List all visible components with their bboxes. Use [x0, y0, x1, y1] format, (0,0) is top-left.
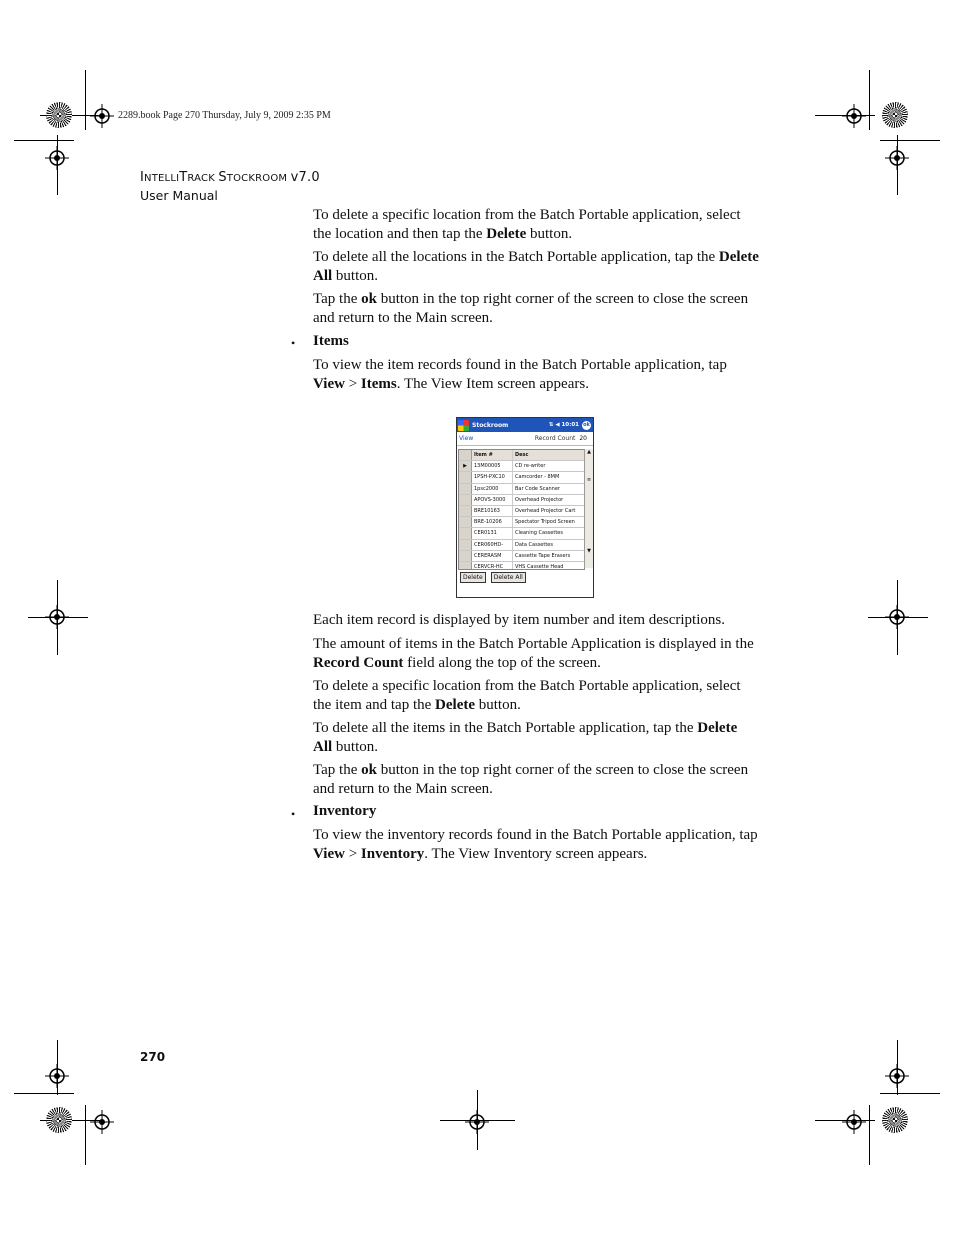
title-part: TOCKROOM: [226, 173, 291, 184]
crop-line: [85, 70, 86, 130]
registration-starburst-icon: [882, 102, 908, 128]
page-number: 270: [140, 1050, 166, 1064]
crop-line: [14, 140, 74, 141]
running-header-title: [140, 170, 320, 185]
registration-crosshair-icon: [842, 1110, 866, 1134]
row-selector: [459, 528, 472, 538]
paragraph-view-items: [313, 356, 759, 394]
bold-text: Items: [360, 376, 397, 392]
items-heading: Items: [313, 333, 349, 349]
row-selector: [459, 472, 472, 482]
registration-crosshair-icon: [45, 1064, 69, 1088]
bold-text: ok: [361, 291, 377, 307]
text: button.: [332, 268, 379, 284]
row-selector: [459, 506, 472, 516]
registration-crosshair-icon: [885, 605, 909, 629]
bold-text: Delete All: [313, 249, 759, 284]
crop-line: [869, 70, 870, 130]
pda-delete-all-button[interactable]: Delete All: [491, 572, 526, 583]
grid-row[interactable]: [459, 506, 584, 517]
paragraph-delete-all-items: [313, 719, 759, 757]
row-selector: [459, 540, 472, 550]
registration-crosshair-icon: [45, 605, 69, 629]
grid-cell-desc: VHS Cassette Head: [515, 563, 564, 570]
bold-text: Delete: [486, 226, 527, 242]
pda-record-count-value: 20: [579, 435, 587, 442]
row-selector: [459, 562, 472, 570]
text: button in the top right corner of the screen to close the screen and return to the Main screen.: [313, 291, 749, 326]
text: The amount of items in the Batch Portable Application is displayed in the: [313, 636, 754, 652]
paragraph-tap-ok-items: [313, 761, 759, 799]
grid-cell-desc: Spectator Tripod Screen: [515, 519, 575, 526]
bold-text: Inventory: [360, 846, 425, 862]
grid-cell-desc: Overhead Projector Cart: [515, 507, 576, 514]
grid-cell-item: CERVCR-HC: [472, 562, 513, 570]
grid-cell-desc: Camcorder - 8MM: [515, 474, 560, 481]
grid-cell-item: 1psc2000: [472, 484, 513, 494]
crop-line: [880, 140, 940, 141]
crop-line: [85, 1105, 86, 1165]
text: field along the top of the screen.: [403, 655, 601, 671]
paragraph-delete-location: [313, 206, 759, 244]
text: To delete all the locations in the Batch Portable application, tap the: [313, 249, 719, 265]
crop-line: [14, 1093, 74, 1094]
grid-row[interactable]: [459, 461, 584, 472]
grid-row[interactable]: [459, 540, 584, 551]
grid-cell-item: 1PSH-PXC10: [472, 472, 513, 482]
pda-vertical-scrollbar[interactable]: [584, 449, 593, 568]
paragraph-item-record: Each item record is displayed by item number and item descriptions.: [313, 612, 725, 628]
registration-crosshair-icon: [465, 1110, 489, 1134]
pda-items-grid[interactable]: [458, 449, 585, 570]
pda-record-count-label: Record Count: [534, 435, 576, 442]
text: button in the top right corner of the screen to close the screen and return to the Main screen.: [313, 762, 749, 797]
pda-app-title: Stockroom: [472, 421, 509, 429]
grid-row[interactable]: [459, 528, 584, 539]
grid-cell-desc: Data Cassettes: [515, 541, 553, 548]
title-part: I: [140, 170, 145, 185]
grid-cell-desc: Cassette Tape Erasers: [515, 552, 571, 559]
grid-row[interactable]: [459, 495, 584, 506]
bold-text: View: [313, 376, 345, 392]
grid-corner: [459, 450, 472, 460]
text: button.: [526, 226, 573, 242]
grid-cell-item: BRE10163: [472, 506, 513, 516]
scroll-up-arrow-icon[interactable]: ▲: [587, 449, 591, 455]
registration-crosshair-icon: [885, 146, 909, 170]
running-header-subtitle: User Manual: [140, 188, 218, 203]
grid-header-row: [459, 450, 584, 461]
registration-starburst-icon: [882, 1107, 908, 1133]
registration-crosshair-icon: [885, 1064, 909, 1088]
row-selector: [459, 551, 472, 561]
pda-ok-button[interactable]: ok: [583, 421, 590, 428]
bold-text: Delete: [435, 697, 476, 713]
title-part: S: [218, 170, 227, 185]
registration-crosshair-icon: [45, 146, 69, 170]
text: . The View Item screen appears.: [396, 376, 589, 392]
text: To delete a specific location from the Batch Portable application, select the location and then tap the: [313, 207, 741, 242]
pda-titlebar: [457, 418, 593, 432]
title-part: T: [179, 170, 188, 185]
grid-row[interactable]: [459, 517, 584, 528]
text: Tap the: [313, 291, 362, 307]
scroll-down-arrow-icon[interactable]: ▼: [587, 548, 591, 554]
text: To delete all the items in the Batch Portable application, tap the: [313, 720, 698, 736]
grid-cell-item: BRE-10206: [472, 517, 513, 527]
registration-crosshair-icon: [90, 104, 114, 128]
text: To view the item records found in the Batch Portable application, tap: [313, 357, 727, 373]
grid-header-desc: Desc: [515, 452, 529, 458]
grid-cell-desc: Cleaning Cassettes: [515, 530, 563, 537]
grid-row[interactable]: [459, 551, 584, 562]
grid-cell-item: CER060HD-: [472, 540, 513, 550]
pda-view-item-screenshot: [456, 417, 594, 598]
registration-crosshair-icon: [842, 104, 866, 128]
text: >: [344, 376, 361, 392]
paragraph-record-count: [313, 635, 759, 673]
text: >: [344, 846, 361, 862]
title-part: NTELLI: [144, 173, 180, 184]
registration-crosshair-icon: [90, 1110, 114, 1134]
bold-text: View: [313, 846, 345, 862]
bold-text: Record Count: [313, 655, 404, 671]
bullet-marker: •: [291, 807, 296, 821]
grid-cell-desc: Overhead Projector: [515, 496, 564, 503]
pda-status-icons: ⇅ ◀ 10:01: [548, 422, 579, 428]
pda-menubar: [457, 432, 593, 446]
registration-starburst-icon: [46, 102, 72, 128]
pda-button-bar: [460, 572, 526, 583]
grid-cell-item: 13M00005: [472, 461, 513, 471]
grid-row[interactable]: [459, 484, 584, 495]
windows-start-icon[interactable]: [458, 420, 469, 431]
paragraph-view-inventory: [313, 826, 759, 864]
paragraph-delete-item: [313, 677, 759, 715]
text: To view the inventory records found in the Batch Portable application, tap: [313, 827, 758, 843]
title-part: RACK: [187, 173, 219, 184]
row-selector: [459, 495, 472, 505]
bullet-marker: •: [291, 336, 296, 350]
row-selector: [459, 517, 472, 527]
grid-cell-desc: Bar Code Scanner: [515, 485, 560, 492]
registration-starburst-icon: [46, 1107, 72, 1133]
bold-text: ok: [361, 762, 377, 778]
text: button.: [475, 697, 521, 713]
pda-view-menu[interactable]: View: [459, 435, 474, 442]
print-slug: 2289.book Page 270 Thursday, July 9, 2009 2:35 PM: [118, 110, 331, 121]
grid-row[interactable]: [459, 472, 584, 483]
row-selector: [459, 484, 472, 494]
grid-cell-item: CER0131: [472, 528, 513, 538]
title-version: v7.0: [290, 170, 320, 185]
pda-delete-button[interactable]: Delete: [460, 572, 486, 583]
grid-cell-item: CERERASM: [472, 551, 513, 561]
grid-row[interactable]: [459, 562, 584, 570]
row-selected-arrow-icon: ▶: [459, 461, 472, 471]
bold-text: Delete All: [313, 720, 738, 755]
inventory-heading: Inventory: [313, 803, 377, 819]
text: To delete a specific location from the Batch Portable application, select the item and tap the: [313, 678, 741, 713]
paragraph-delete-all-locations: [313, 248, 759, 286]
text: Tap the: [313, 762, 362, 778]
text: . The View Inventory screen appears.: [424, 846, 648, 862]
paragraph-tap-ok: [313, 290, 759, 328]
text: button.: [332, 739, 379, 755]
grid-header-item: Item #: [472, 450, 513, 460]
grid-cell-desc: CD re-writer: [515, 463, 546, 470]
crop-line: [880, 1093, 940, 1094]
grid-cell-item: APOVS-3000: [472, 495, 513, 505]
crop-line: [869, 1105, 870, 1165]
scroll-thumb-grip-icon[interactable]: ≡: [586, 477, 592, 483]
